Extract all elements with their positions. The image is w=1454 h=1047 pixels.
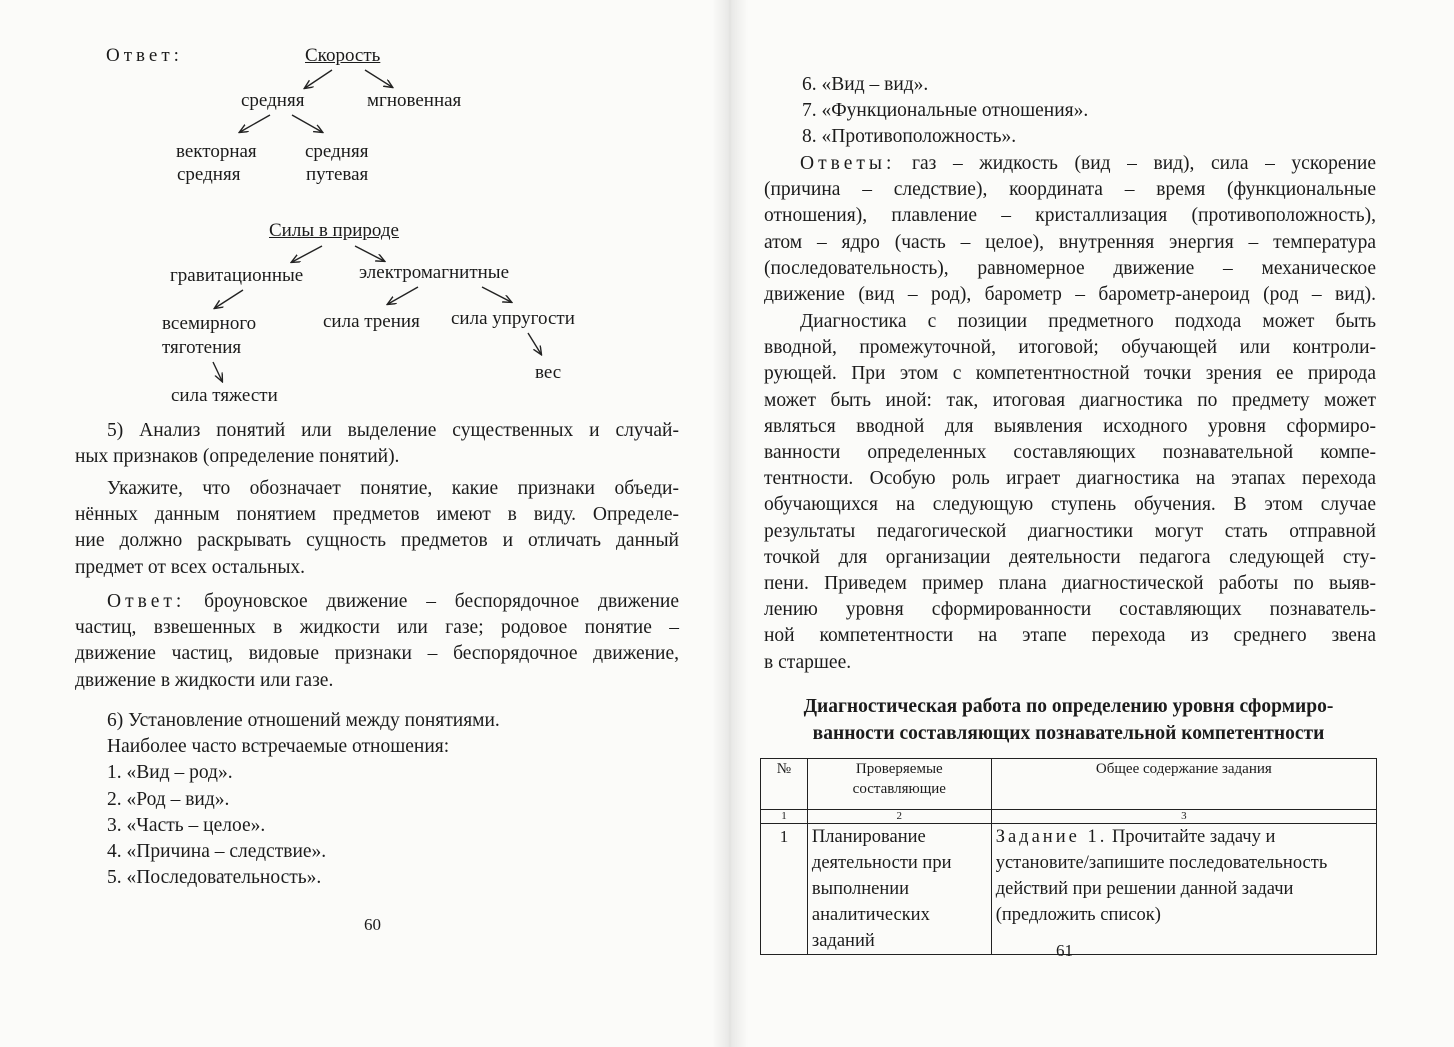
answer2-line3: движение частиц, видовые признаки – беспорядочное движение, [75, 643, 679, 665]
tree1-leaf1-line1: векторная [176, 141, 257, 162]
diag-line6: ванности определенных составляющих познавательной компе- [764, 442, 1376, 464]
list-item-1: 1. «Вид – род». [107, 762, 233, 784]
answer2-line1 [75, 589, 679, 615]
list-item-4: 4. «Причина – следствие». [107, 841, 327, 863]
diag-line9: результаты педагогической диагностики могут стать отправной [764, 520, 1376, 542]
list-item-6: 6. «Вид – вид». [802, 74, 929, 95]
row1-task [991, 824, 1376, 955]
tree2-grav-child-line2: тяготения [162, 337, 242, 358]
tree1-mid-right: мгновенная [367, 90, 462, 111]
tree1-mid-left: средняя [241, 90, 305, 111]
header-num: № [761, 759, 808, 810]
diag-line7: тентности. Особую роль играет диагностика на этапах перехода [764, 468, 1376, 490]
tree1-leaf1-line2: средняя [177, 164, 241, 185]
table-row [761, 824, 1377, 955]
answer2-line4: движение в жидкости или газе. [75, 669, 334, 691]
answers-line5: (последовательность), равномерное движение – механическое [764, 257, 1376, 279]
list-item-3: 3. «Часть – целое». [107, 814, 266, 836]
paragraph-answers [764, 151, 1376, 308]
heading-line2: ванности составляющих познавательной компетентности [812, 723, 1325, 744]
answers-line1 [764, 151, 1376, 177]
list-item-5: 5. «Последовательность». [107, 867, 322, 889]
tree2-em-child2: сила упругости [451, 308, 575, 329]
answer2-label: Ответ: [107, 591, 186, 612]
tree2-em-child1: сила трения [323, 311, 420, 332]
tree-arrows [0, 0, 720, 420]
list-item-8: 8. «Противоположность». [802, 126, 1017, 148]
right-list [802, 72, 1372, 151]
answers-line2: (причина – следствие), координата – время (функциональные [764, 179, 1376, 201]
row1-task-text: Прочитайте задачу и установите/запишите последовательность действий при решении данной задачи (предложить список) [995, 827, 1328, 925]
row1-component: Планирование деятельности при выполнении аналитических заданий [807, 824, 991, 955]
diag-line10: точкой для организации деятельности педагога следующей сту- [764, 546, 1376, 568]
tree1-root: Скорость [305, 45, 381, 66]
row1-num: 1 [761, 824, 808, 955]
header-components: Проверяемые составляющие [807, 759, 991, 810]
paragraph-relations [107, 708, 687, 891]
colnum-3: 3 [991, 810, 1376, 824]
header-content: Общее содержание задания [991, 759, 1376, 810]
paragraph-instructions [75, 476, 679, 581]
diag-line4: может быть иной: так, итоговая диагностика по предмету может [764, 389, 1376, 411]
table-colnum-row [761, 810, 1377, 824]
p5-line2: ных признаков (определение понятий). [75, 446, 400, 468]
tree2-grav-leaf: сила тяжести [171, 385, 278, 406]
answers-line3: отношения), плавление – кристаллизация (противоположность), [764, 205, 1376, 227]
list-item-2: 2. «Род – вид». [107, 788, 230, 810]
colnum-1: 1 [761, 810, 808, 824]
heading-line1: Диагностическая работа по определению уровня сформиро- [803, 696, 1334, 717]
p7: 6) Установление отношений между понятиями. [107, 710, 500, 731]
tree2-mid-left: гравитационные [170, 265, 304, 286]
diag-line2: вводной, промежуточной, итоговой; обучающей или контроли- [764, 337, 1376, 359]
page-number-right: 61 [1056, 941, 1073, 960]
answers-line4: атом – ядро (часть – целое), внутренняя энергия – температура [764, 231, 1376, 253]
diag-line14: в старшее. [764, 651, 852, 673]
tree2-root: Силы в природе [269, 220, 399, 241]
row1-task-label: Задание 1. [995, 827, 1108, 847]
diag-line12: лению уровня сформированности составляющих познаватель- [764, 599, 1376, 621]
diagnostic-table [760, 758, 1377, 955]
paragraph-diagnostics [764, 309, 1376, 676]
answers-line6: движение (вид – род), барометр – барометр-анероид (род – вид). [764, 284, 1376, 306]
p6-line2: нённых данным понятием предметов имеют в виду. Определе- [75, 504, 679, 526]
list-item-7: 7. «Функциональные отношения». [802, 100, 1089, 122]
page-number-left: 60 [364, 915, 381, 934]
p8: Наиболее часто встречаемые отношения: [107, 736, 450, 758]
tree2-mid-right: электромагнитные [359, 262, 510, 283]
paragraph-5 [75, 418, 679, 470]
table-header-row [761, 759, 1377, 810]
tree2-grav-child-line1: всемирного [162, 313, 257, 334]
answer2-line1-text: броуновское движение – беспорядочное движение [204, 591, 679, 612]
p5-line1: 5) Анализ понятий или выделение существенных и случай- [107, 420, 679, 441]
tree1-leaf2-line2: путевая [306, 164, 369, 185]
tree2-em-leaf: вес [535, 362, 562, 383]
p6-line3: ние должно раскрывать сущность предметов и отличать данный [75, 530, 679, 552]
tree1-leaf2-line1: средняя [305, 141, 369, 162]
diag-line5: являться вводной для выявления исходного уровня сформиро- [764, 415, 1376, 437]
section-heading [760, 693, 1377, 747]
p6-line1: Укажите, что обозначает понятие, какие признаки объеди- [107, 478, 679, 499]
diag-line13: ной компетентности на этапе перехода из среднего звена [764, 625, 1376, 647]
diag-line1: Диагностика с позиции предметного подхода может быть [800, 311, 1376, 332]
p6-line4: предмет от всех остальных. [75, 556, 306, 578]
answers-label: Ответы: [800, 153, 896, 174]
answer-label: Ответ: [106, 45, 183, 66]
answers-line1-text: газ – жидкость (вид – вид), сила – ускорение [912, 153, 1376, 174]
answer2-line2: частиц, взвешенных в жидкости или газе; родовое понятие – [75, 617, 679, 639]
diag-line8: обучающихся на следующую ступень обучения. В этом случае [764, 494, 1376, 516]
paragraph-answer2 [75, 589, 679, 694]
diag-line11: пени. Приведем пример плана диагностической работы по выяв- [764, 573, 1376, 595]
colnum-2: 2 [807, 810, 991, 824]
diag-line3: рующей. При этом с компетентностной точки зрения ее природа [764, 363, 1376, 385]
